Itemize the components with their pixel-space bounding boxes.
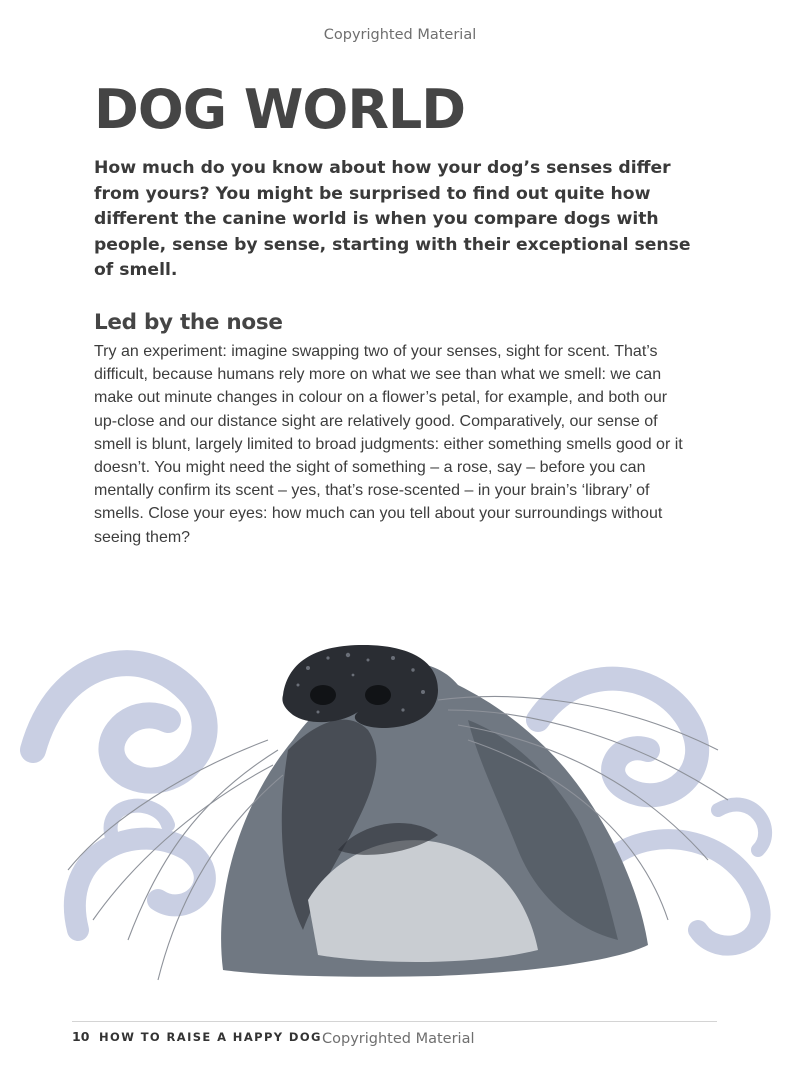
page-title: DOG WORLD [94,78,466,141]
section-heading: Led by the nose [94,310,283,335]
dog-muzzle-illustration [18,600,788,1000]
dog-fur [221,662,648,977]
copyright-watermark-top: Copyrighted Material [323,27,477,43]
running-head: HOW TO RAISE A HAPPY DOG [99,1030,322,1044]
copyright-watermark-bottom: Copyrighted Material [322,1031,475,1047]
section-body: Try an experiment: imagine swapping two of your senses, sight for scent. That’s difficult, because humans rely more on what we see than what we smell: we can make out minute changes in colour on a flower’s petal, for example, and both our up-close and our distance sight are relatively good. Comparatively, our sense of smell is blunt, largely limited to broad judgments: either something smells good or it doesn’t. You might need the sight of something – a rose, say – before you can mentally confirm its scent – yes, that’s rose-scented – in your brain’s ‘library’ of smells. Close your eyes: how much can you tell about your surroundings without seeing them? [94,343,683,546]
intro-paragraph: How much do you know about how your dog’s senses differ from yours? You might be surprised to find out quite how different the canine world is when you compare dogs with people, sense by sense, starting with their exceptional sense of smell. [94,158,691,280]
dog-nose [282,645,438,728]
page-number: 10 [72,1029,90,1044]
footer-divider [72,1021,717,1022]
